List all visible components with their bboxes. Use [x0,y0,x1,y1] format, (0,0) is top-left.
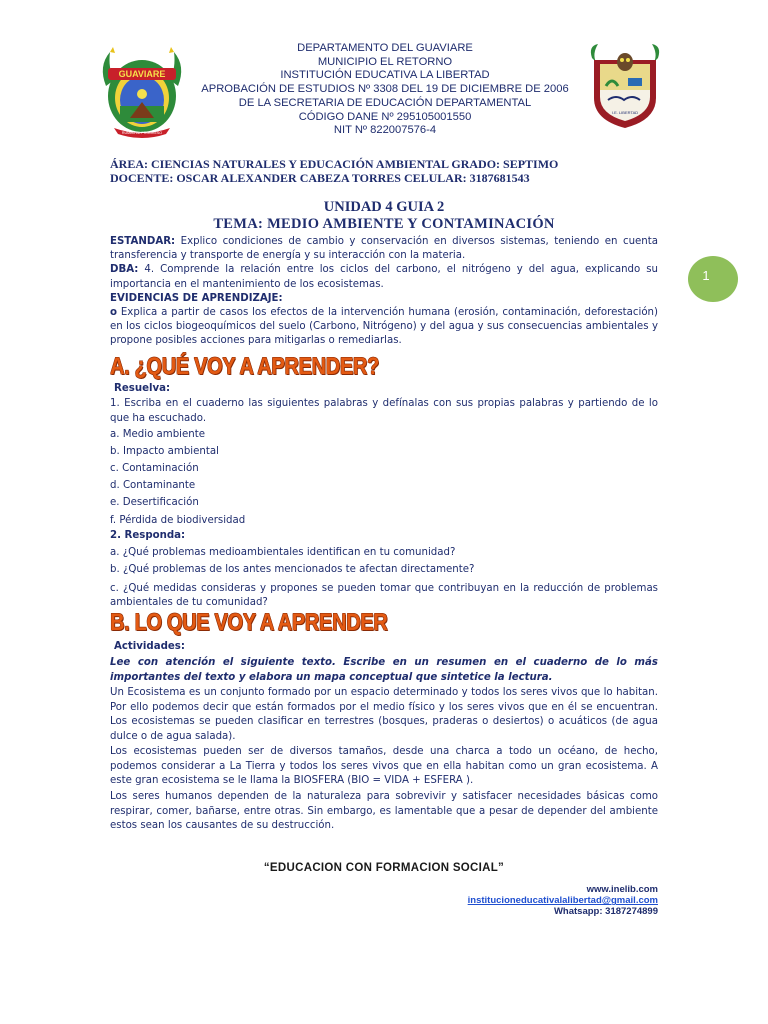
question-item: a. ¿Qué problemas medioambientales identifican en tu comunidad? [110,547,456,558]
contact-footer [468,884,658,918]
reading-paragraph-1: Un Ecosistema es un conjunto formado por un espacio determinado y todos los seres vivos que lo habitan. Por ello podemos decir que están formados por el medio físico y los seres vivos que en él se encuentran. Los ecosistemas se pueden clasificar en terrestres (bosques, praderas o desiertos) o acuáticos (de agua dulce o de agua salada). [110,687,658,742]
docente-line: DOCENTE: OSCAR ALEXANDER CABEZA TORRES CELULAR: 3187681543 [110,171,530,185]
dba-text: 4. Comprende la relación entre los ciclos del carbono, el nitrógeno y del agua, explicando su importancia en el mantenimiento de los ecosistemas. [110,264,658,290]
term-item: b. Impacto ambiental [110,446,219,457]
term-item: a. Medio ambiente [110,429,205,440]
header-line: DE LA SECRETARIA DE EDUCACIÓN DEPARTAMENTAL [238,96,532,109]
tema-title: TEMA: MEDIO AMBIENTE Y CONTAMINACIÓN [213,216,555,232]
website-link[interactable]: www.inelib.com [586,884,658,895]
term-item: c. Contaminación [110,463,199,474]
header-line: INSTITUCIÓN EDUCATIVA LA LIBERTAD [280,69,490,82]
evidencias-text: Explica a partir de casos los efectos de la intervención humana (erosión, contaminación, deforestación) en los ciclos biogeoquímicos del suelo (Carbono, Nitrógeno) y del agua y sus consecuencias ambientales y propone posibles acciones para mitigarlas o remediarlas. [110,307,658,347]
dba-label: DBA: [110,264,139,276]
header-line: MUNICIPIO EL RETORNO [317,55,453,68]
course-meta [110,157,558,185]
reading-paragraph-2: Los ecosistemas pueden ser de diversos tamaños, desde una charca a todo un océano, de hecho, podemos considerar a La Tierra y todos los seres vivos que en ella habitan como un gran ecosistema. A este gran ecosistema se le llama la BIOSFERA (BIO = VIDA + ESFERA ). [110,746,658,786]
header-line: NIT Nº 822007576-4 [333,124,437,137]
school-crest-logo [584,42,666,130]
term-item: d. Contaminante [110,480,196,491]
resuelva-label: Resuelva: [114,383,171,394]
responda-label: 2. Responda: [110,530,186,541]
section-a-heading: A. ¿QUÉ VOY A APRENDER? [110,353,379,380]
section-b-heading: B. LO QUE VOY A APRENDER [110,609,388,636]
logo-left-ribbon: RUMBO AL PROGRESO [121,131,163,135]
actividades-label: Actividades: [114,641,185,652]
unit-title: UNIDAD 4 GUIA 2 [323,199,445,215]
question-item: b. ¿Qué problemas de los antes mencionados te afectan directamente? [110,564,475,575]
email-link[interactable]: institucioneducativalalibertad@gmail.com [467,895,658,907]
term-item: e. Desertificación [110,497,199,508]
area-line: ÁREA: CIENCIAS NATURALES Y EDUCACIÓN AMBIENTAL GRADO: SEPTIMO [110,157,559,171]
estandar-text: Explico condiciones de cambio y conservación en diversos sistemas, teniendo en cuenta transferencia y transporte de energía y su interacción con la materia. [110,236,658,262]
evidencias-label: EVIDENCIAS DE APRENDIZAJE: [110,292,283,304]
header-line: DEPARTAMENTO DEL GUAVIARE [297,42,473,54]
dba-paragraph [110,263,658,291]
header-line: CÓDIGO DANE Nº 295105001550 [298,110,472,123]
school-motto: “EDUCACION CON FORMACION SOCIAL” [263,862,505,874]
whatsapp-line: Whatsapp: 3187274899 [553,906,658,918]
logo-left-text: GUAVIARE [118,69,166,79]
page-number-badge: 1 [688,256,738,302]
reading-paragraph-3: Los seres humanos dependen de la naturaleza para sobrevivir y satisfacer necesidades básicas como respirar, comer, bañarse, entre otras. Sin embargo, es lamentable que a pesar de depender del ambiente estos sean los causantes de su destrucción. [110,791,658,831]
question-1: 1. Escriba en el cuaderno las siguientes palabras y defínalas con sus propias palabras y partiendo de lo que ha escuchado. [110,398,658,424]
evidencias-paragraph [110,306,658,349]
header-line: APROBACIÓN DE ESTUDIOS Nº 3308 DEL 19 DE DICIEMBRE DE 2006 [201,83,569,96]
estandar-label: ESTANDAR: [110,236,176,247]
term-item: f. Pérdida de biodiversidad [110,515,246,526]
bullet-icon: o [110,307,117,319]
reading-instruction: Lee con atención el siguiente texto. Escribe en un resumen en el cuaderno de lo más importantes del texto y elabora un mapa conceptual que sintetice la lectura. [110,657,658,683]
institution-header [180,42,590,138]
question-item: c. ¿Qué medidas consideras y propones se pueden tomar que contribuyan en la reducción de problemas ambientales de tu comunidad? [110,583,658,608]
logo-right-text: I.E. LIBERTAD [611,110,639,115]
guaviare-shield-logo [96,46,188,138]
standards-block [110,235,658,349]
estandar-paragraph [110,235,658,263]
